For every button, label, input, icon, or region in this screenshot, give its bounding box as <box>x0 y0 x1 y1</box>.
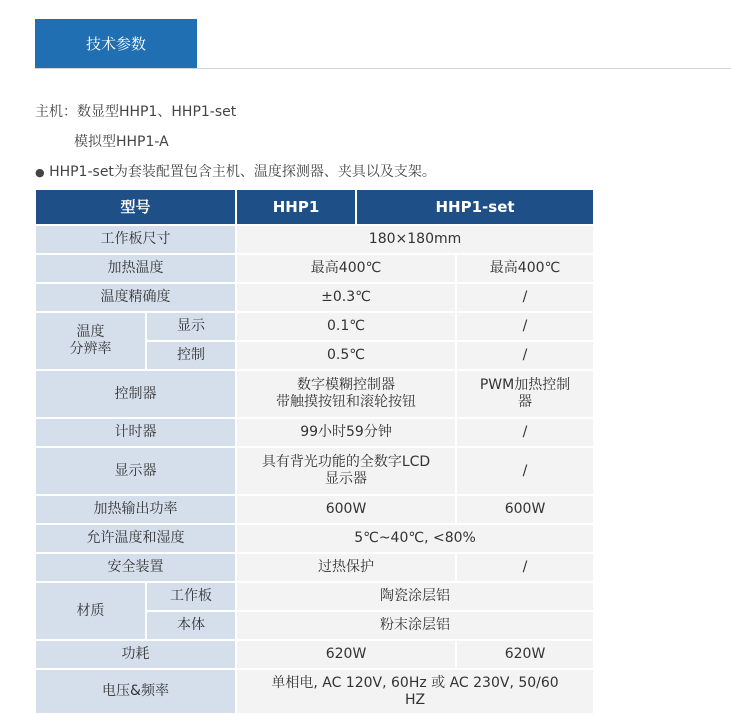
value-line: 具有背光功能的全数字LCD <box>261 454 431 470</box>
table-row <box>35 312 594 341</box>
intro-host-line: 主机：数显型HHP1、HHP1-set <box>35 104 237 120</box>
table-row <box>35 582 594 611</box>
row-value: / <box>456 341 594 370</box>
row-value: 粉末涂层铝 <box>236 611 594 640</box>
table-row <box>35 370 594 418</box>
bullet-icon: ● <box>35 166 45 179</box>
row-label-group: 材质 <box>35 582 146 640</box>
header-hhp1-set: HHP1-set <box>356 189 594 225</box>
row-value: 0.1℃ <box>236 312 456 341</box>
header-model: 型号 <box>35 189 236 225</box>
row-label: 安全装置 <box>35 553 236 582</box>
row-label: 计时器 <box>35 418 236 447</box>
row-value: 陶瓷涂层铝 <box>236 582 594 611</box>
row-value: 99小时59分钟 <box>236 418 456 447</box>
table-header-row: 型号 HHP1 HHP1-set HHP1-A <box>35 189 594 225</box>
row-value: / <box>456 312 594 341</box>
row-label: 工作板尺寸 <box>35 225 236 254</box>
row-value: 620W <box>456 640 594 669</box>
row-value: ±0.3℃ <box>236 283 456 312</box>
row-value: 5℃~40℃, <80% <box>236 524 594 553</box>
value-line: 显示器 <box>325 471 368 487</box>
row-sublabel: 工作板 <box>146 582 236 611</box>
value-line: 单相电, AC 120V, 60Hz 或 AC 230V, 50/60 <box>271 674 559 691</box>
row-label: 显示器 <box>35 447 236 495</box>
row-label: 加热输出功率 <box>35 495 236 524</box>
row-value <box>236 669 594 714</box>
row-value: 0.5℃ <box>236 341 456 370</box>
row-label: 功耗 <box>35 640 236 669</box>
intro-note-text: HHP1-set为套装配置包含主机、温度探测器、夹具以及支架。 <box>49 164 436 180</box>
tab-technical-parameters[interactable]: 技术参数 <box>35 19 197 68</box>
row-label-group <box>35 312 146 370</box>
label-line: 温度 <box>76 324 105 340</box>
row-value: / <box>456 447 594 495</box>
value-line: HZ <box>404 691 426 708</box>
table-row <box>35 553 594 582</box>
table-row <box>35 225 594 254</box>
table-row <box>35 640 594 669</box>
value-line: 器 <box>518 394 533 410</box>
row-value <box>236 447 456 495</box>
table-row <box>35 254 594 283</box>
row-value: / <box>456 553 594 582</box>
row-label: 允许温度和湿度 <box>35 524 236 553</box>
row-label: 电压&频率 <box>35 669 236 714</box>
table-row <box>35 669 594 714</box>
row-value: 最高400℃ <box>236 254 456 283</box>
row-label: 温度精确度 <box>35 283 236 312</box>
intro-analog-line: 模拟型HHP1-A <box>74 134 169 150</box>
row-value: 620W <box>236 640 456 669</box>
row-value: 600W <box>456 495 594 524</box>
row-label: 控制器 <box>35 370 236 418</box>
value-line: PWM加热控制 <box>479 377 571 393</box>
value-line: 带触摸按钮和滚轮按钮 <box>276 394 417 410</box>
row-label: 加热温度 <box>35 254 236 283</box>
row-value: 180×180mm <box>236 225 594 254</box>
intro-note <box>35 161 436 181</box>
table-row <box>35 447 594 495</box>
table-row <box>35 418 594 447</box>
spec-table <box>34 188 652 715</box>
row-value: 过热保护 <box>236 553 456 582</box>
row-value: 最高400℃ <box>456 254 594 283</box>
header-hhp1: HHP1 <box>236 189 356 225</box>
row-value <box>236 370 456 418</box>
table-row <box>35 495 594 524</box>
row-value <box>456 370 594 418</box>
table-row <box>35 524 594 553</box>
row-sublabel: 本体 <box>146 611 236 640</box>
row-sublabel: 显示 <box>146 312 236 341</box>
tab-underline <box>35 68 731 69</box>
value-line: 数字模糊控制器 <box>297 377 396 393</box>
row-value: / <box>456 283 594 312</box>
row-sublabel: 控制 <box>146 341 236 370</box>
label-line: 分辨率 <box>69 341 112 357</box>
row-value: 600W <box>236 495 456 524</box>
table-row <box>35 283 594 312</box>
row-value: / <box>456 418 594 447</box>
